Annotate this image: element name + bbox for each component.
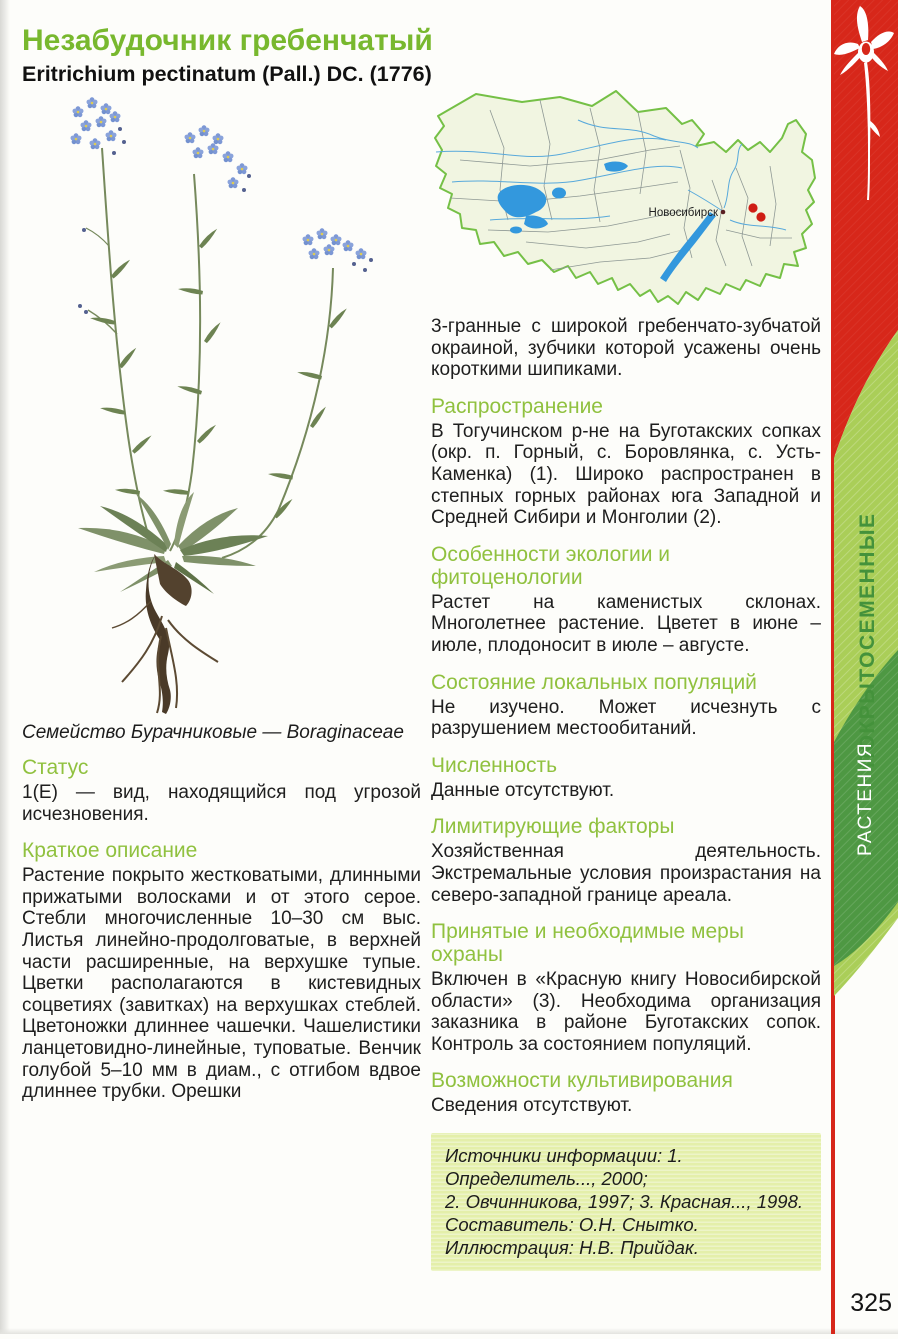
section-heading-cultivation: Возможности культивирования (431, 1069, 733, 1093)
section-text-description: Растение покрыто жестковатыми, длинными прижатыми волосками и от этого серое. Стебли многочисленные 10–30 см выс. Листья линейно-продолговатые, в верхней части расширенные, на верхушке тупые. Цветки располагаются в кистевидных соцветиях (завитках) на верхушках стеблей. Цветоножки длиннее чашечки. Чашелистики ланцетовидно-линейные, туповатые. Венчик голубой 5–10 мм в диам., с отгибом вдвое длиннее трубки. Орешки (22, 865, 421, 1103)
section-heading-description: Краткое описание (22, 839, 198, 863)
section-heading-abundance: Численность (431, 753, 558, 777)
sources-line: 2. Овчинникова, 1997; 3. Красная..., 1998. (445, 1191, 804, 1213)
species-title-latin: Eritrichium pectinatum (Pall.) DC. (1776) (22, 62, 432, 86)
page-edge-shadow (0, 0, 10, 1334)
sources-box (431, 1133, 821, 1271)
section-text-range: В Тогучинском р-не на Буготакских сопках (окр. п. Горный, с. Боровлянка, с. Усть-Каменка) (1). Широко распространен в степных горных районах юга Западной и Средней Сибири и Монголии (2). (431, 420, 821, 529)
section-heading-protection: Принятые и необходимые меры охраны (431, 920, 744, 967)
section-text-populations: Не изучено. Может исчезнуть с разрушением местообитаний. (431, 696, 821, 740)
section-text-protection: Включен в «Красную книгу Новосибирской области» (3). Необходима организация заказника в районе Буготакских сопок. Контроль за состоянием популяций. (431, 969, 821, 1055)
section-text-cultivation: Сведения отсутствуют. (431, 1095, 633, 1117)
orchid-pouch-opening (862, 43, 870, 55)
section-text-limiting-factors: Хозяйственная деятельность. Экстремальные условия произрастания на северо-западной границе ареала. (431, 841, 821, 906)
map-city-dot (721, 210, 726, 215)
section-text-status: 1(E) — вид, находящийся под угрозой исчезновения. (22, 782, 421, 825)
section-heading-ecology: Особенности экологии и фитоценологии (431, 542, 670, 589)
section-heading-status: Статус (22, 756, 89, 779)
sources-illustrator: Иллюстрация: Н.В. Прийдак. (445, 1237, 699, 1259)
section-heading-limiting-factors: Лимитирующие факторы (431, 815, 675, 839)
section-heading-populations: Состояние локальных популяций (431, 670, 757, 694)
plant-illustration (16, 96, 422, 729)
sources-line: Источники информации: 1. Определитель..., 2000; (445, 1145, 683, 1190)
section-text-abundance: Данные отсутствуют. (431, 779, 615, 801)
sidebar-kingdom-label: РАСТЕНИЯ (855, 741, 876, 856)
sidebar-division-label: ПОКРЫТОСЕМЕННЫЕ (856, 512, 879, 768)
section-heading-range: Распространение (431, 394, 603, 418)
section-text-ecology: Растет на каменистых склонах. Многолетнее растение. Цветет в июне – июле, плодоносит в июле – августе. (431, 591, 821, 656)
family-caption: Семейство Бурачниковые — Boraginaceae (22, 722, 404, 743)
species-title-russian: Незабудочник гребенчатый (22, 24, 433, 57)
sources-compiler: Составитель: О.Н. Снытко. (445, 1214, 699, 1236)
map-city-label: Новосибирск (648, 207, 718, 219)
description-continuation: 3-гранные с широкой гребенчато-зубчатой окраиной, зубчики которой усажены очень короткими шипиками. (431, 316, 821, 381)
map-region-outline (435, 91, 815, 304)
page-number: 325 (850, 1289, 892, 1317)
range-map (430, 90, 822, 317)
page-bottom-shadow (0, 1328, 898, 1334)
sidebar-band (831, 0, 898, 1334)
